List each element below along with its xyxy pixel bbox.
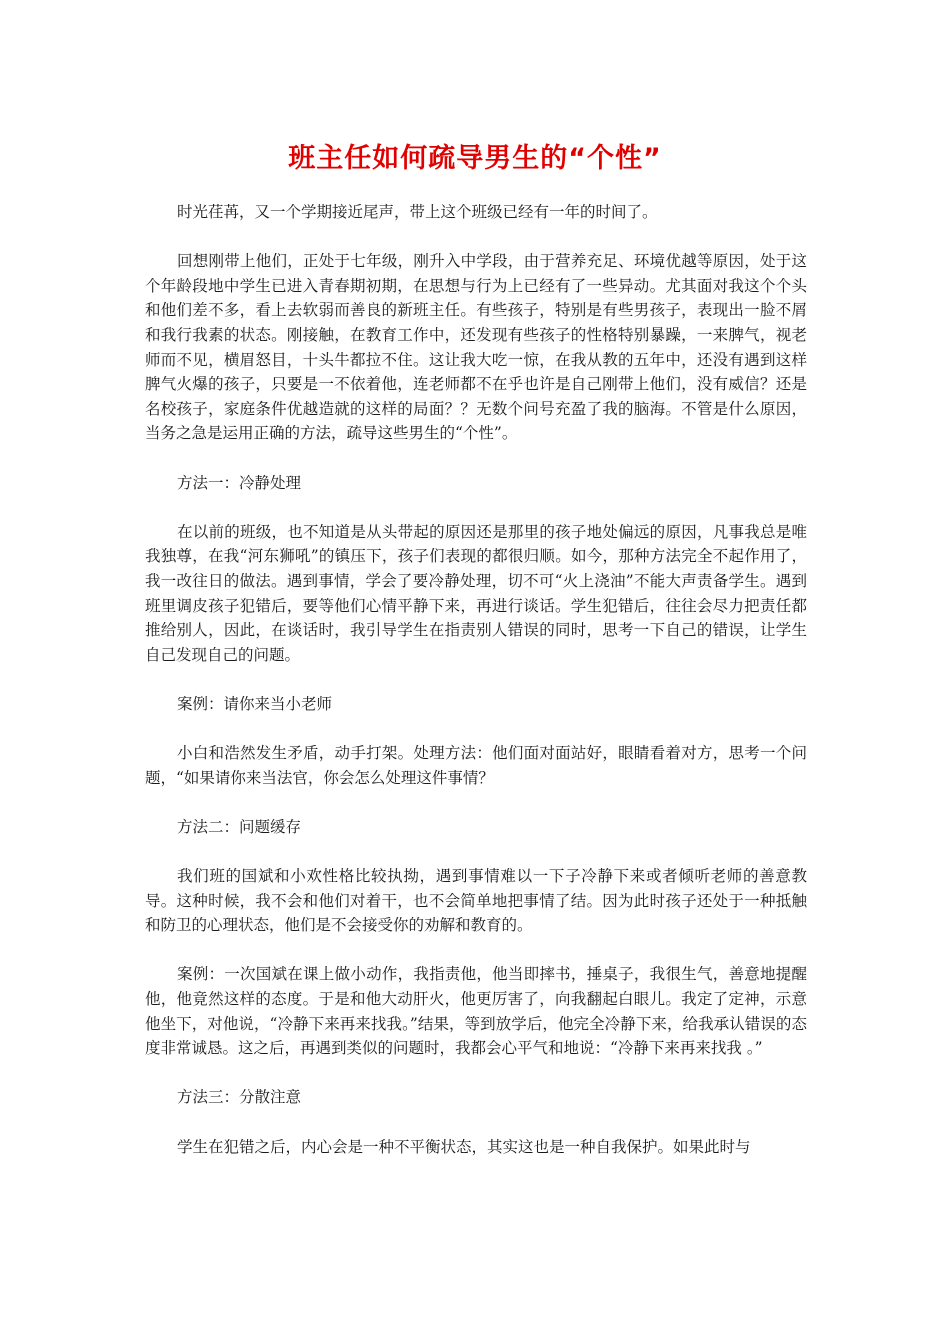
section-heading: 方法二：问题缓存: [177, 817, 302, 836]
document-title: 班主任如何疏导男生的“个性”: [288, 143, 662, 174]
document-body: [145, 200, 807, 1159]
paragraph: 学生在犯错之后，内心会是一种不平衡状态，其实这也是一种自我保护。如果此时与: [177, 1137, 751, 1156]
paragraph: 回想刚带上他们，正处于七年级，刚升入中学段，由于营养充足、环境优越等原因，处于这个年龄段地中学生已进入青春期初期，在思想与行为上已经有了一些异动。尤其面对我这个个头和他们差不多，看上去软弱而善良的新班主任。有些孩子，特别是有些男孩子，表现出一脸不屑和我行我素的状态。刚接触，在教育工作中，还发现有些孩子的性格特别暴躁，一来脾气，视老师而不见，横眉怒目，十头牛都拉不住。这让我大吃一惊，在我从教的五年中，还没有遇到这样脾气火爆的孩子，只要是一不依着他，连老师都不在乎也许是自己刚带上他们，没有威信？还是名校孩子，家庭条件优越造就的这样的局面？？无数个问号充盈了我的脑海。不管是什么原因，当务之急是运用正确的方法，疏导这些男生的“个性”。: [145, 252, 807, 443]
section-heading: 方法三：分散注意: [177, 1088, 302, 1107]
section-heading: 方法一：冷静处理: [177, 473, 302, 492]
paragraph: 小白和浩然发生矛盾，动手打架。处理方法：他们面对面站好，眼睛看着对方，思考一个问题，“如果请你来当法官，你会怎么处理这件事情？: [145, 744, 807, 787]
paragraph: 我们班的国斌和小欢性格比较执拗，遇到事情难以一下子冷静下来或者倾听老师的善意教导。这种时候，我不会和他们对着干，也不会简单地把事情了结。因为此时孩子还处于一种抵触和防卫的心理状态，他们是不会接受你的劝解和教育的。: [145, 867, 807, 935]
paragraph: 在以前的班级，也不知道是从头带起的原因还是那里的孩子地处偏远的原因，凡事我总是唯我独尊，在我“河东狮吼”的镇压下，孩子们表现的都很归顺。如今，那种方法完全不起作用了，我一改往日的做法。遇到事情，学会了要冷静处理，切不可“火上浇油”不能大声责备学生。遇到班里调皮孩子犯错后，要等他们心情平静下来，再进行谈话。学生犯错后，往往会尽力把责任都推给别人，因此，在谈话时，我引导学生在指责别人错误的同时，思考一下自己的错误，让学生自己发现自己的问题。: [145, 522, 807, 664]
paragraph: 案例：一次国斌在课上做小动作，我指责他，他当即摔书，捶桌子，我很生气，善意地提醒他，他竟然这样的态度。于是和他大动肝火，他更厉害了，向我翻起白眼儿。我定了定神，示意他坐下，对他说，“冷静下来再来找我。”结果，等到放学后，他完全冷静下来，给我承认错误的态度非常诚恳。这之后，再遇到类似的问题时，我都会心平气和地说：“冷静下来再来找我 。”: [145, 965, 807, 1058]
paragraph: 时光荏苒，又一个学期接近尾声，带上这个班级已经有一年的时间了。: [177, 203, 658, 221]
case-heading: 案例：请你来当小老师: [177, 694, 333, 713]
